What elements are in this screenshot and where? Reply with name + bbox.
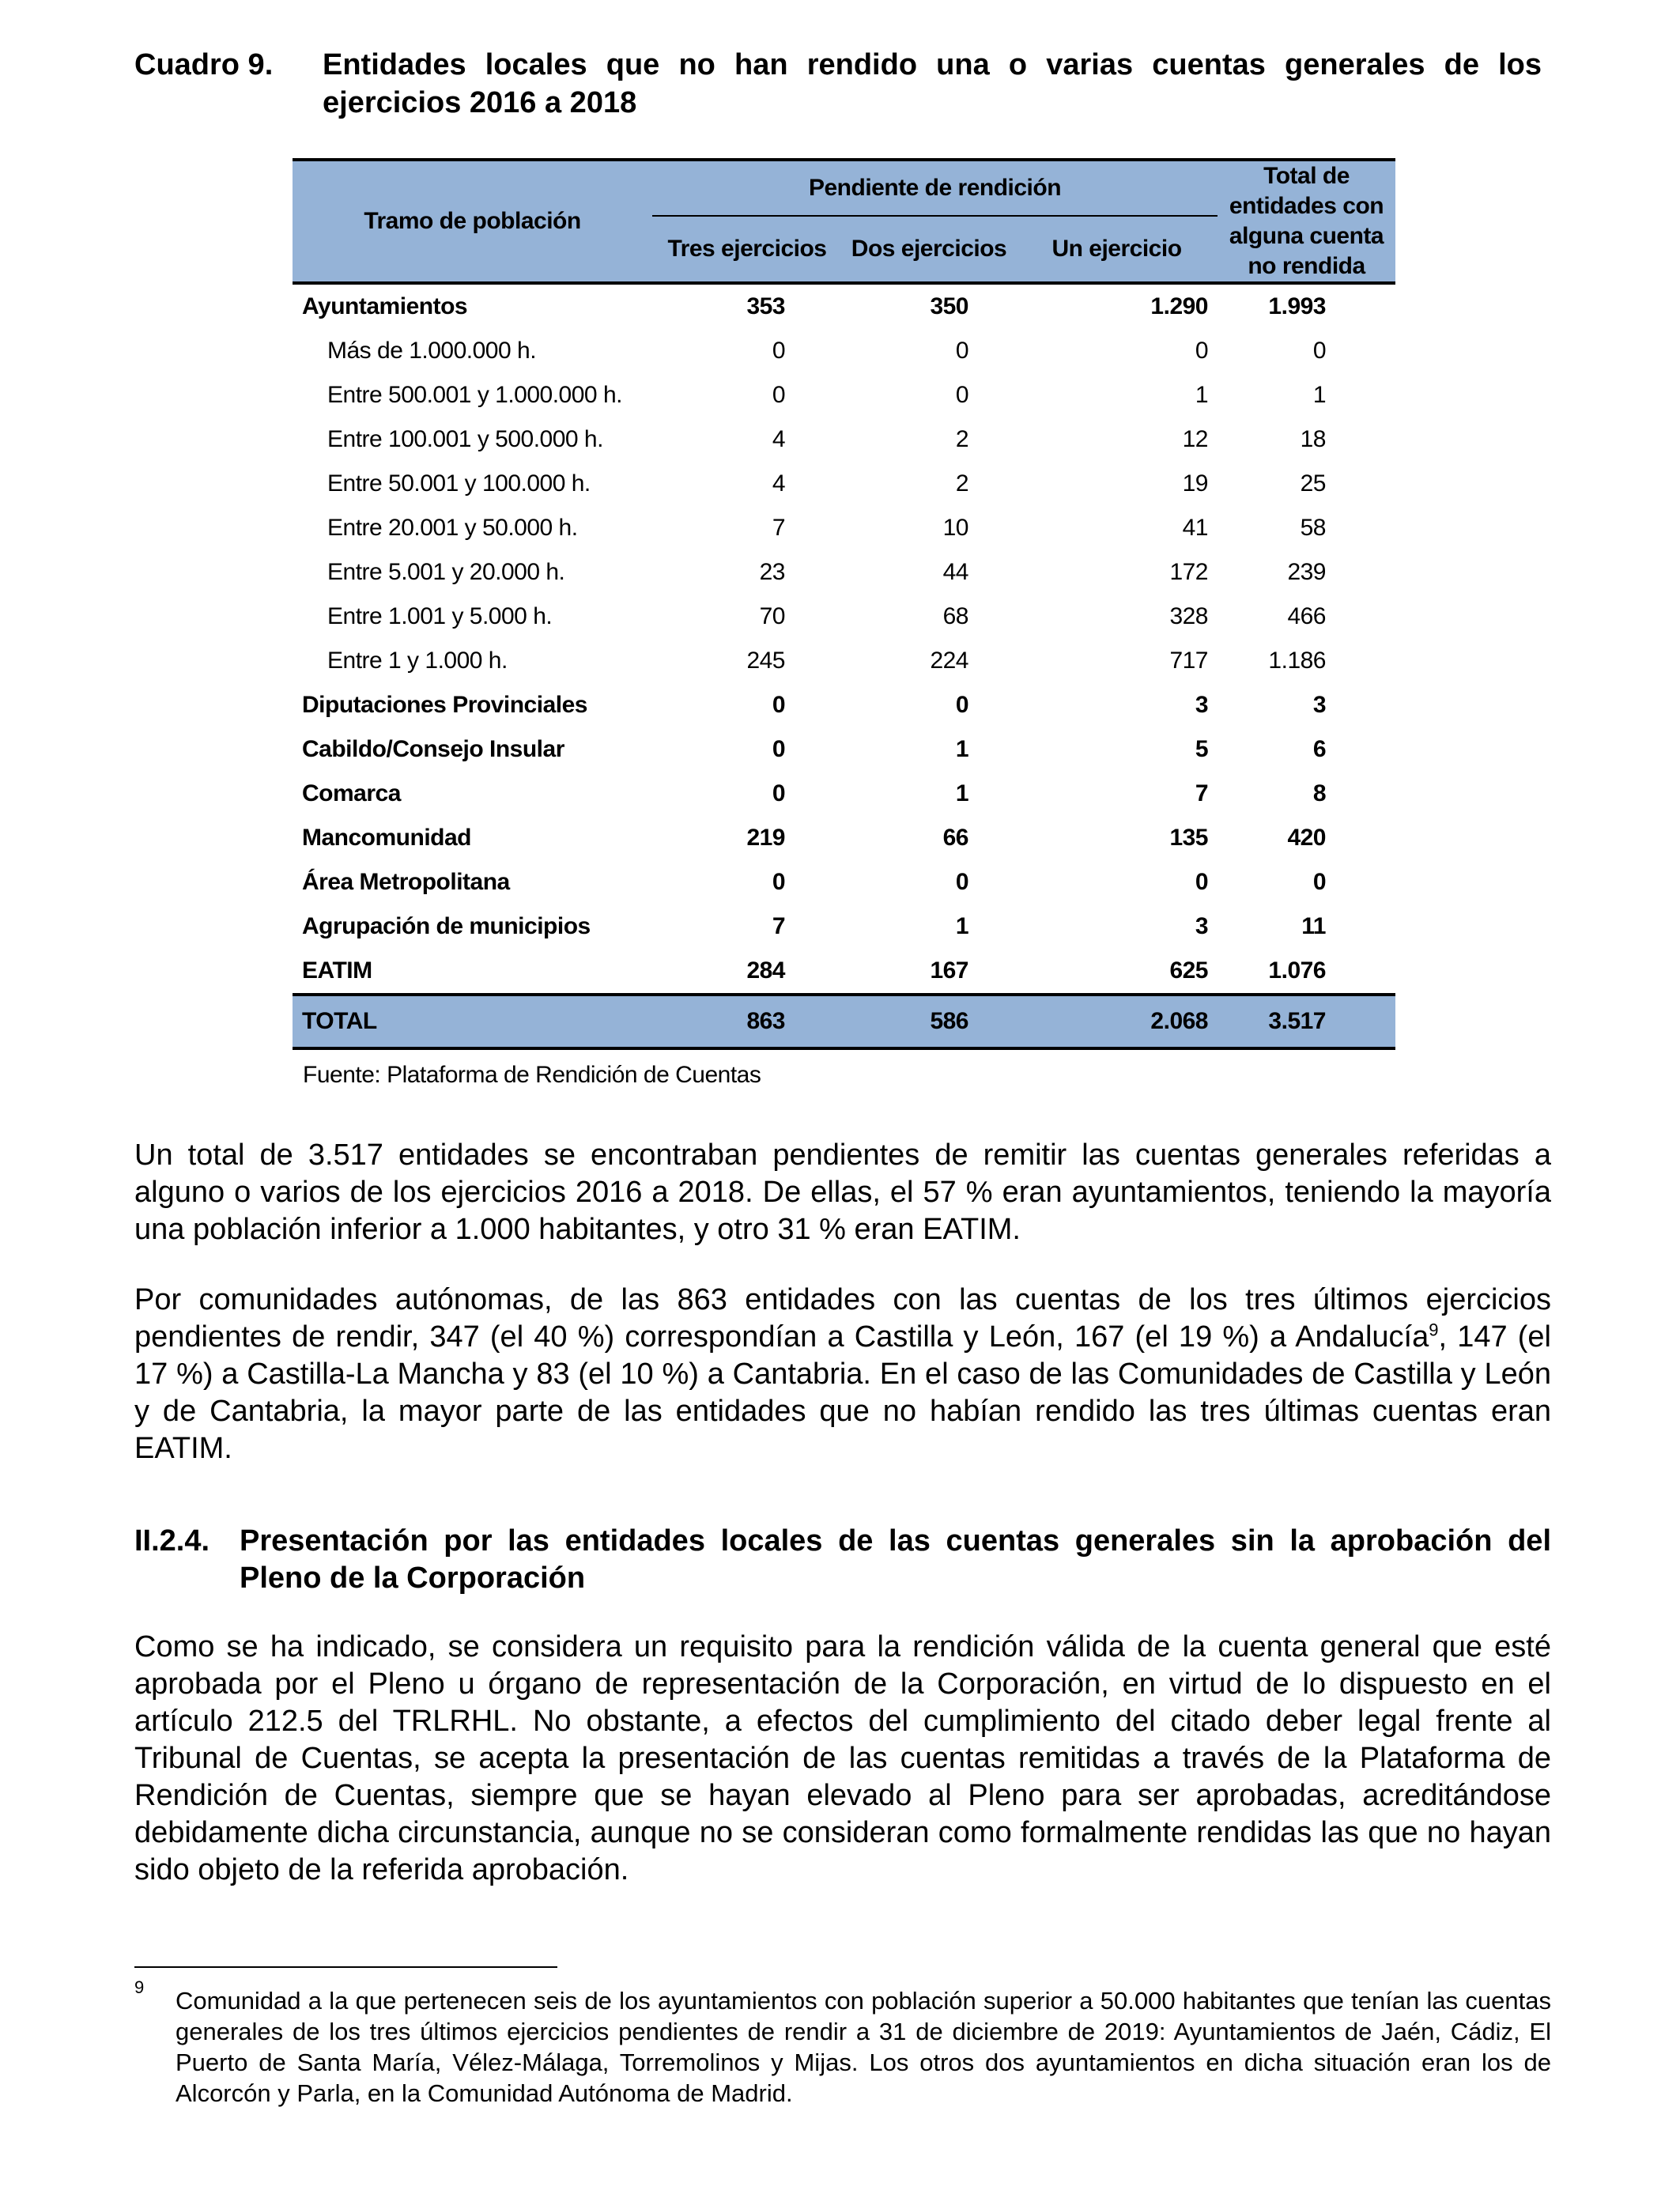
section-title: Presentación por las entidades locales de las cuentas generales sin la aprobación del Pleno de la Corporación (240, 1524, 1551, 1595)
paragraph-3: Como se ha indicado, se considera un requisito para la rendición válida de la cuenta general que esté aprobada por el Pleno u órgano de representación de la Corporación, en virtud de lo dispuesto en el artículo 212.5 del TRLRHL. No obstante, a efectos del cumplimiento del citado deber legal frente al Tribunal de Cuentas, se acepta la presentación de las cuentas remitidas a través de la Plataforma de Rendición de Cuentas, siempre que se hayan elevado al Pleno para ser aprobadas, acreditándose debidamente dicha circunstancia, aunque no se consideran como formalmente rendidas las que no hayan sido objeto de la referida aprobación. (134, 1630, 1551, 1886)
header-uno: Un ejercicio (1016, 216, 1218, 283)
table-row: Mancomunidad 219 66 135 420 (302, 825, 1326, 851)
table-source: Fuente: Plataforma de Rendición de Cuentas (303, 1062, 761, 1088)
table-row: Ayuntamientos 353 350 1.290 1.993 (302, 293, 1326, 319)
table-row: Entre 500.001 y 1.000.000 h. 0 0 1 1 (327, 382, 1326, 408)
header-total: Total de entidades con alguna cuenta no rendida (1218, 160, 1395, 283)
footnote-divider (134, 1966, 557, 1968)
header-dos: Dos ejercicios (842, 216, 1016, 283)
paragraph-2 (134, 1282, 1551, 1467)
table-row: EATIM 284 167 625 1.076 (302, 957, 1326, 984)
footnote-text: Comunidad a la que pertenecen seis de los ayuntamientos con población superior a 50.000 habitantes que tenían las cuentas generales de los tres últimos ejercicios pendientes de rendir a 31 de diciembre de 2019: Ayuntamientos de Jaén, Cádiz, El Puerto de Santa María, Vélez-Málaga, Torremolinos y Mijas. Los otros dos ayuntamientos en dicha situación eran los de Alcorcón y Parla, en la Comunidad Autónoma de Madrid. (176, 1987, 1551, 2107)
table-row: Agrupación de municipios 7 1 3 11 (302, 913, 1326, 939)
table-row: Diputaciones Provinciales 0 0 3 3 (302, 692, 1326, 718)
table-row: Entre 50.001 y 100.000 h. 4 2 19 25 (327, 470, 1326, 497)
table-row: Más de 1.000.000 h. 0 0 0 0 (327, 338, 1326, 364)
section-number: II.2.4. (134, 1524, 210, 1558)
table-row: Comarca 0 1 7 8 (302, 780, 1326, 806)
footnote-ref[interactable]: 9 (1429, 1320, 1439, 1340)
paragraph-2-part-a: Por comunidades autónomas, de las 863 entidades con las cuentas de los tres últimos ejercicios pendientes de rendir, 347 (el 40 %) correspondían a Castilla y León, 167 (el 19 %) a Andalucía (134, 1283, 1551, 1354)
paragraph-1: Un total de 3.517 entidades se encontraban pendientes de remitir las cuentas generales referidas a alguno o varios de los ejercicios 2016 a 2018. De ellas, el 57 % eran ayuntamientos, teniendo la mayoría una población inferior a 1.000 habitantes, y otro 31 % eran EATIM. (134, 1139, 1551, 1246)
total-row: TOTAL 863 586 2.068 3.517 (293, 995, 1395, 1048)
table-row: Cabildo/Consejo Insular 0 1 5 6 (302, 736, 1326, 762)
header-tres: Tres ejercicios (652, 216, 842, 283)
header-tramo: Tramo de población (293, 160, 652, 283)
data-table (293, 158, 1395, 1050)
header-pendiente: Pendiente de rendición (652, 160, 1218, 216)
caption-text: Entidades locales que no han rendido una o varias cuentas generales de los ejercicios 2016 a 2018 (323, 48, 1542, 119)
table-row: Entre 1 y 1.000 h. 245 224 717 1.186 (327, 648, 1326, 674)
caption-label: Cuadro 9. (134, 48, 274, 81)
footnote-mark: 9 (134, 1977, 145, 1997)
table-row: Entre 1.001 y 5.000 h. 70 68 328 466 (327, 603, 1326, 629)
paragraph-2-part-b: , 147 (el 17 %) a Castilla-La Mancha y 83 (el 10 %) a Cantabria. En el caso de las Comunidades de Castilla y León y de Cantabria, la mayor parte de las entidades que no habían rendido las tres últimas cuentas eran EATIM. (134, 1320, 1551, 1465)
table-row: Entre 20.001 y 50.000 h. 7 10 41 58 (327, 515, 1326, 541)
table-row: Área Metropolitana 0 0 0 0 (302, 869, 1326, 895)
table-row: Entre 5.001 y 20.000 h. 23 44 172 239 (327, 559, 1326, 585)
table-row: Entre 100.001 y 500.000 h. 4 2 12 18 (327, 426, 1326, 452)
